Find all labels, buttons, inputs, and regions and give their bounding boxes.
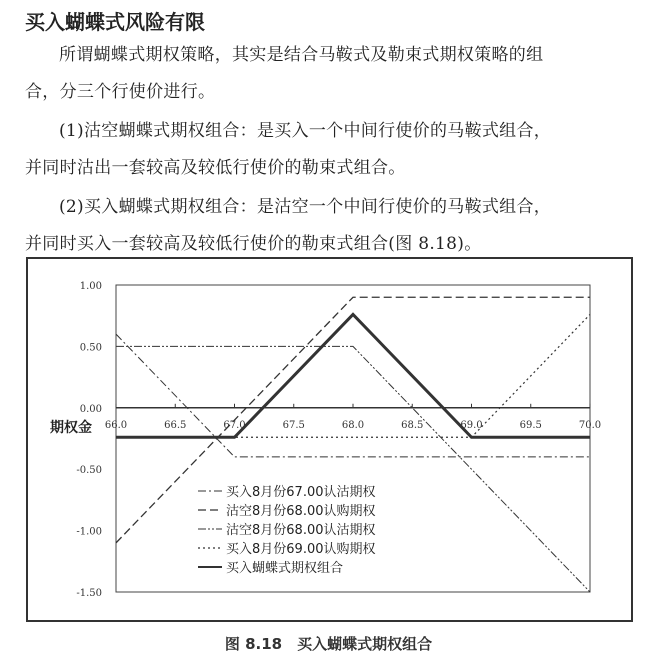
paragraph-1-line-2: 合，分三个行使价进行。 — [25, 82, 216, 102]
x-tick-label: 68.5 — [401, 419, 424, 431]
y-tick-label: -1.00 — [76, 526, 102, 538]
paragraph-2-line-1: (1)沽空蝴蝶式期权组合：是买入一个中间行使价的马鞍式组合， — [59, 121, 552, 141]
x-tick-label: 66.0 — [104, 419, 128, 431]
legend-label: 沽空8月份68.00认购期权 — [226, 504, 376, 519]
y-tick-label: -1.50 — [76, 588, 102, 599]
x-tick-label: 66.5 — [164, 419, 187, 431]
y-tick-label: 0.50 — [79, 342, 102, 354]
paragraph-3-line-1: (2)买入蝴蝶式期权组合：是沽空一个中间行使价的马鞍式组合， — [59, 197, 552, 217]
x-tick-label: 69.0 — [460, 419, 483, 431]
figure-caption: 图 8.18 买入蝴蝶式期权组合 — [224, 635, 433, 653]
x-tick-label: 67.5 — [282, 419, 305, 431]
legend-label: 沽空8月份68.00认沽期权 — [226, 523, 376, 538]
x-tick-label: 70.0 — [578, 419, 602, 431]
y-tick-label: 0.00 — [79, 403, 102, 415]
x-tick-label: 67.0 — [223, 419, 246, 431]
x-tick-label: 68.0 — [341, 419, 365, 431]
paragraph-3-line-2: 并同时买入一套较高及较低行使价的勒束式组合(图 8.18)。 — [25, 234, 482, 254]
legend-label: 买入8月份69.00认购期权 — [226, 542, 376, 557]
y-tick-label: -0.50 — [76, 465, 102, 477]
paragraph-2-line-2: 并同时沽出一套较高及较低行使价的勒束式组合。 — [25, 158, 406, 178]
y-tick-label: 1.00 — [79, 281, 102, 292]
section-heading: 买入蝴蝶式风险有限 — [25, 10, 205, 34]
x-tick-label: 69.5 — [519, 419, 542, 431]
legend-label: 买入蝴蝶式期权组合 — [226, 561, 344, 576]
paragraph-1-line-1: 所谓蝴蝶式期权策略，其实是结合马鞍式及勒束式期权策略的组 — [59, 45, 544, 65]
y-axis-label: 期权金 — [50, 420, 92, 436]
legend-label: 买入8月份67.00认沽期权 — [226, 485, 376, 500]
